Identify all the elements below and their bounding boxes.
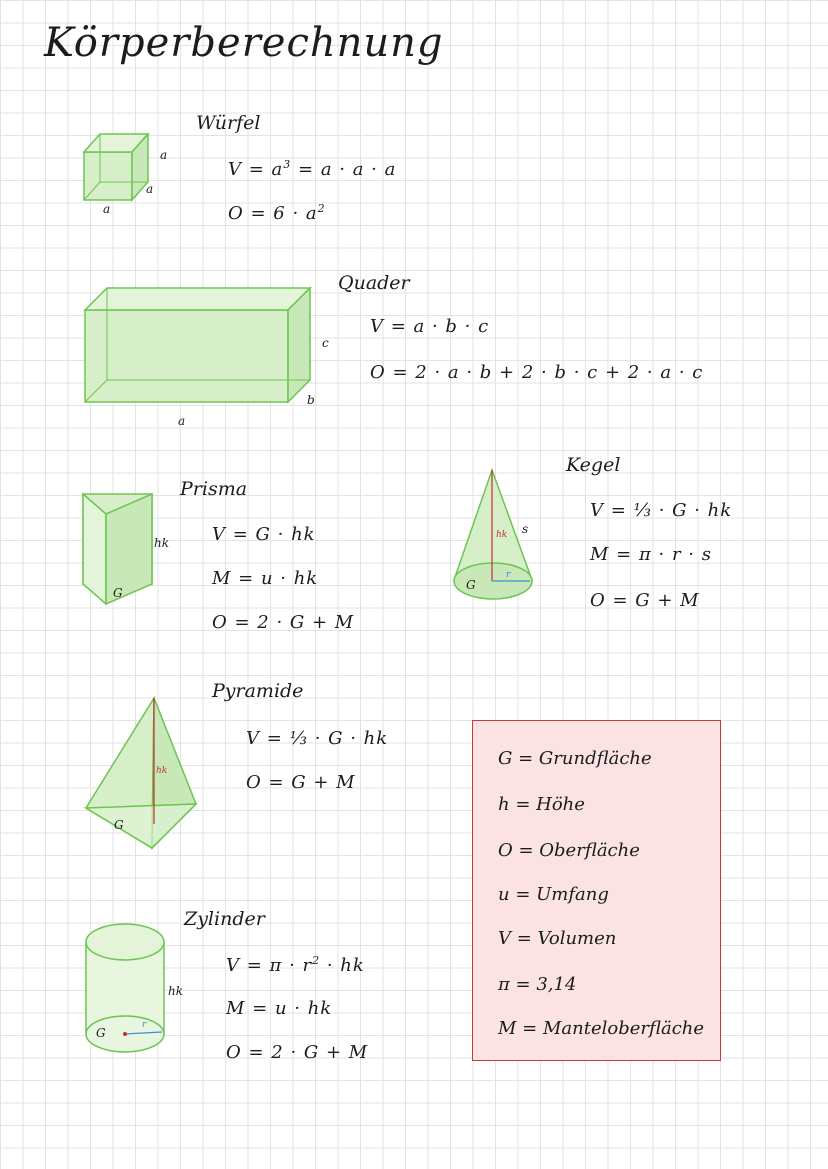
legend-item-grundflaeche: G = Grundfläche: [498, 748, 652, 769]
cone-label-s: s: [522, 522, 529, 536]
cone-surface-formula: O = G + M: [590, 590, 700, 611]
cylinder-surface-formula: O = 2 · G + M: [226, 1042, 369, 1063]
page-title: Körperberechnung: [44, 20, 444, 66]
cylinder-label-hk: hk: [168, 984, 183, 998]
cube-surface-formula: $O = 6 \cdot a^2$: [228, 202, 326, 224]
cone-label-g: G: [466, 578, 476, 592]
prism-label-g: G: [113, 586, 123, 600]
pyramid-label-hk: hk: [156, 766, 168, 776]
pyramid-volume-formula: V = ⅓ · G · hk: [246, 728, 389, 749]
prism-volume-formula: V = G · hk: [212, 524, 316, 545]
cylinder-heading: Zylinder: [184, 908, 265, 930]
cube-heading: Würfel: [196, 112, 261, 134]
cuboid-surface-formula: O = 2 · a · b + 2 · b · c + 2 · a · c: [370, 362, 704, 383]
cylinder-label-r: r: [142, 1020, 147, 1030]
legend-item-hoehe: h = Höhe: [498, 794, 585, 815]
prism-label-hk: hk: [154, 536, 169, 550]
prism-mantle-formula: M = u · hk: [212, 568, 319, 589]
legend-item-pi: π = 3,14: [498, 974, 577, 995]
pyramid-surface-formula: O = G + M: [246, 772, 356, 793]
pyramid-heading: Pyramide: [212, 680, 304, 702]
cone-figure: [450, 466, 540, 608]
cone-mantle-formula: M = π · r · s: [590, 544, 712, 565]
cuboid-figure: [82, 286, 322, 406]
cone-heading: Kegel: [566, 454, 621, 476]
cone-label-hk: hk: [496, 530, 508, 540]
cuboid-label-c: c: [322, 336, 329, 350]
cylinder-volume-formula: $V = \pi \cdot r^2$ · hk: [226, 954, 365, 976]
legend-item-manteloberflaeche: M = Manteloberfläche: [498, 1018, 705, 1039]
cube-volume-formula: $V = a^3 = a \cdot a \cdot a$: [228, 158, 397, 180]
cone-volume-formula: V = ⅓ · G · hk: [590, 500, 733, 521]
legend-item-volumen: V = Volumen: [498, 928, 617, 949]
cube-label-a-right: a: [160, 148, 168, 162]
cone-label-r: r: [506, 570, 511, 580]
cuboid-label-b: b: [307, 393, 315, 407]
prism-surface-formula: O = 2 · G + M: [212, 612, 355, 633]
cylinder-mantle-formula: M = u · hk: [226, 998, 333, 1019]
legend-item-umfang: u = Umfang: [498, 884, 609, 905]
cuboid-volume-formula: V = a · b · c: [370, 316, 490, 337]
cylinder-label-g: G: [96, 1026, 106, 1040]
cuboid-label-a: a: [178, 414, 186, 428]
cube-figure: [80, 128, 160, 218]
cuboid-heading: Quader: [338, 272, 410, 294]
cube-label-a-bottom: a: [103, 202, 111, 216]
legend-item-oberflaeche: O = Oberfläche: [498, 840, 640, 861]
cube-label-a-depth: a: [146, 182, 154, 196]
pyramid-label-g: G: [114, 818, 124, 832]
pyramid-figure: [82, 694, 202, 854]
prism-heading: Prisma: [180, 478, 248, 500]
